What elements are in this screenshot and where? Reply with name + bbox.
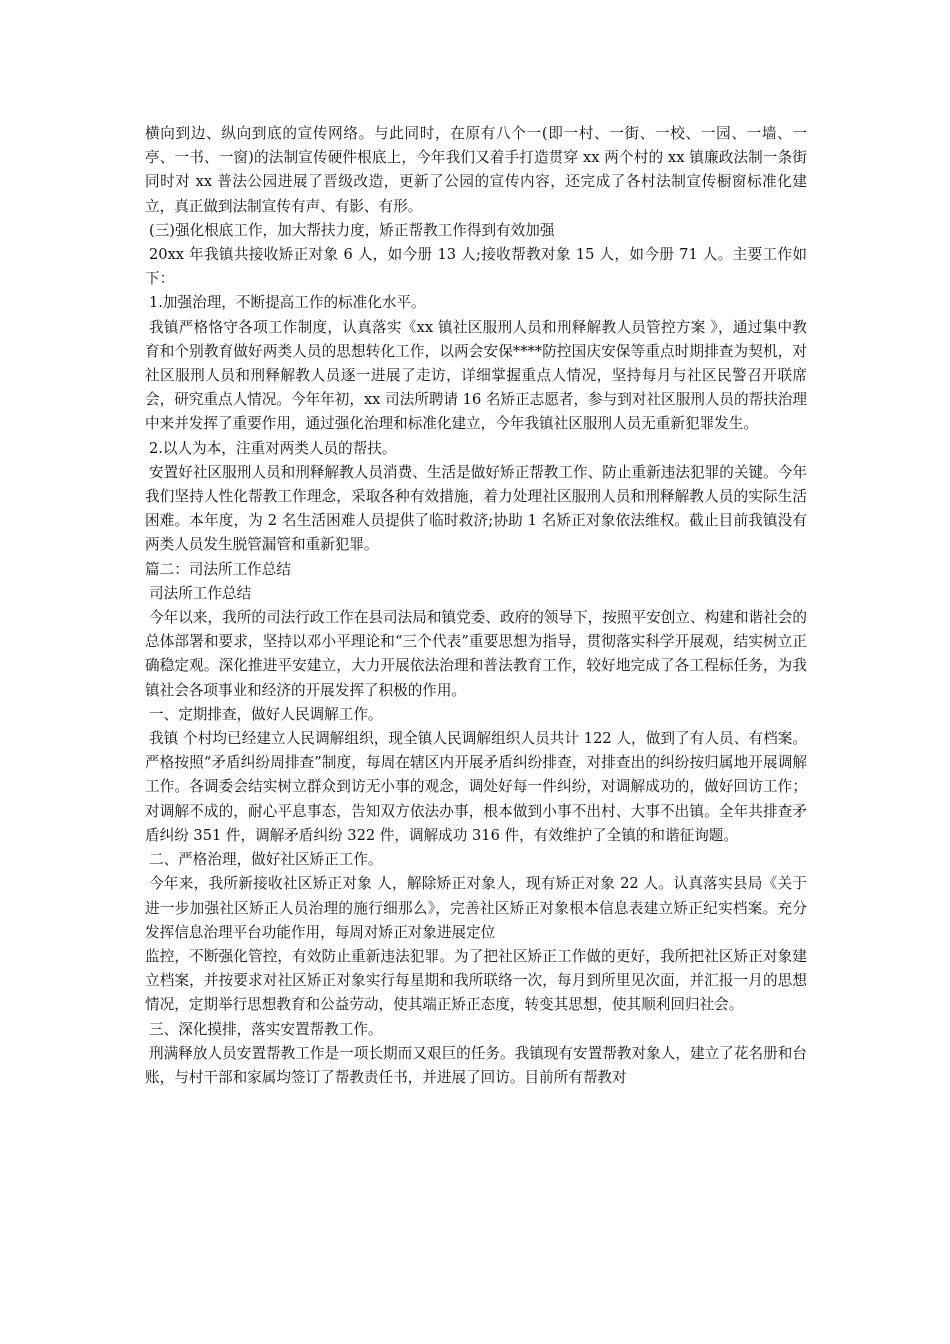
paragraph-1: 横向到边、纵向到底的宣传网络。与此同时，在原有八个一(即一村、一街、一校、一园、一墙、一亭、一书、一窗)的法制宣传硬件根底上，今年我们又着手打造贯穿 xx 两个村的 xx 镇廉政法制一条街同时对 xx 普法公园进展了晋级改造，更新了公园的宣传内容，还完成了各村法制宣传橱窗标准化建立，真正做到法制宣传有声、有影、有形。: [145, 125, 807, 215]
paragraph-5: 今年以来，我所的司法行政工作在县司法局和镇党委、政府的领导下，按照平安创立、构建和谐社会的总体部署和要求，坚持以邓小平理论和“三个代表”重要思想为指导，贯彻落实科学开展观，结实树立正确稳定观。深化推进平安建立，大力开展依法治理和普法教育工作，较好地完成了各工程标任务，为我镇社会各项事业和经济的开展发挥了积极的作用。: [145, 609, 807, 699]
paragraph-8: 监控，不断强化管控，有效防止重新违法犯罪。为了把社区矫正工作做的更好，我所把社区矫正对象建立档案，并按要求对社区矫正对象实行每星期和我所联络一次，每月到所里见次面，并汇报一月的思想情况，定期举行思想教育和公益劳动，使其端正矫正态度，转变其思想，使其顺利回归社会。: [145, 947, 807, 1014]
paragraph-2: 20xx 年我镇共接收矫正对象 6 人，如今册 13 人;接收帮教对象 15 人，如今册 71 人。主要工作如下：: [145, 246, 807, 288]
paragraph-4: 安置好社区服刑人员和刑释解教人员消费、生活是做好矫正帮教工作、防止重新违法犯罪的关键。今年我们坚持人性化帮教工作理念，采取各种有效措施，着力处理社区服刑人员和刑释解教人员的实际生活困难。本年度，为 2 名生活困难人员提供了临时救济;协助 1 名矫正对象依法维权。截止目前我镇没有两类人员发生脱管漏管和重新犯罪。: [145, 463, 807, 554]
paragraph-3: 我镇严格恪守各项工作制度，认真落实《xx 镇社区服刑人员和刑释解教人员管控方案 》，通过集中教育和个别教育做好两类人员的思想转化工作，以两会安保****防控国庆安保等重点时期排查为契机，对社区服刑人员和刑释解教人员逐一进展了走访，详细掌握重点人情况，坚持每月与社区民警召开联席会，研究重点人情况。今年年初，xx 司法所聘请 16 名矫正志愿者，参与到对社区服刑人员的帮扶治理中来并发挥了重要作用，通过强化治理和标准化建立，今年我镇社区服刑人员无重新犯罪发生。: [145, 318, 807, 433]
paragraph-9: 刑满释放人员安置帮教工作是一项长期而又艰巨的任务。我镇现有安置帮教对象人，建立了花名册和台账，与村干部和家属均签订了帮教责任书，并进展了回访。目前所有帮教对: [145, 1044, 807, 1086]
heading-section-1: 一、定期排查，做好人民调解工作。: [149, 705, 383, 723]
article-2-subtitle: 司法所工作总结: [149, 584, 252, 602]
article-2-title: 篇二：司法所工作总结: [145, 560, 291, 578]
heading-section-3b: 三、深化摸排，落实安置帮教工作。: [149, 1020, 383, 1038]
document-page: [145, 122, 807, 1090]
heading-section-3: (三)强化根底工作，加大帮扶力度，矫正帮教工作得到有效加强: [149, 221, 555, 239]
subheading-2: 2.以人为本，注重对两类人员的帮扶。: [149, 439, 397, 457]
heading-section-2: 二、严格治理，做好社区矫正工作。: [149, 851, 383, 869]
paragraph-6: 我镇 个村均已经建立人民调解组织，现全镇人民调解组织人员共计 122 人，做到了有人员、有档案。严格按照“矛盾纠纷周排查”制度，每周在辖区内开展矛盾纠纷排查，对排查出的纠纷按归属地开展调解工作。各调委会结实树立群众到访无小事的观念，调处好每一件纠纷，对调解成功的，做好回访工作；对调解不成的，耐心平息事态，告知双方依法办事，根本做到小事不出村、大事不出镇。全年共排查矛盾纠纷 351 件，调解矛盾纠纷 322 件，调解成功 316 件，有效维护了全镇的和谐征询题。: [145, 730, 807, 844]
subheading-1: 1.加强治理，不断提高工作的标准化水平。: [149, 294, 426, 312]
paragraph-7: 今年来，我所新接收社区矫正对象 人，解除矫正对象人，现有矫正对象 22 人。认真落实县局《关于进一步加强社区矫正人员治理的施行细那么》，完善社区矫正对象根本信息表建立矫正纪实档案。充分发挥信息治理平台功能作用，每周对矫正对象进展定位: [145, 875, 807, 941]
